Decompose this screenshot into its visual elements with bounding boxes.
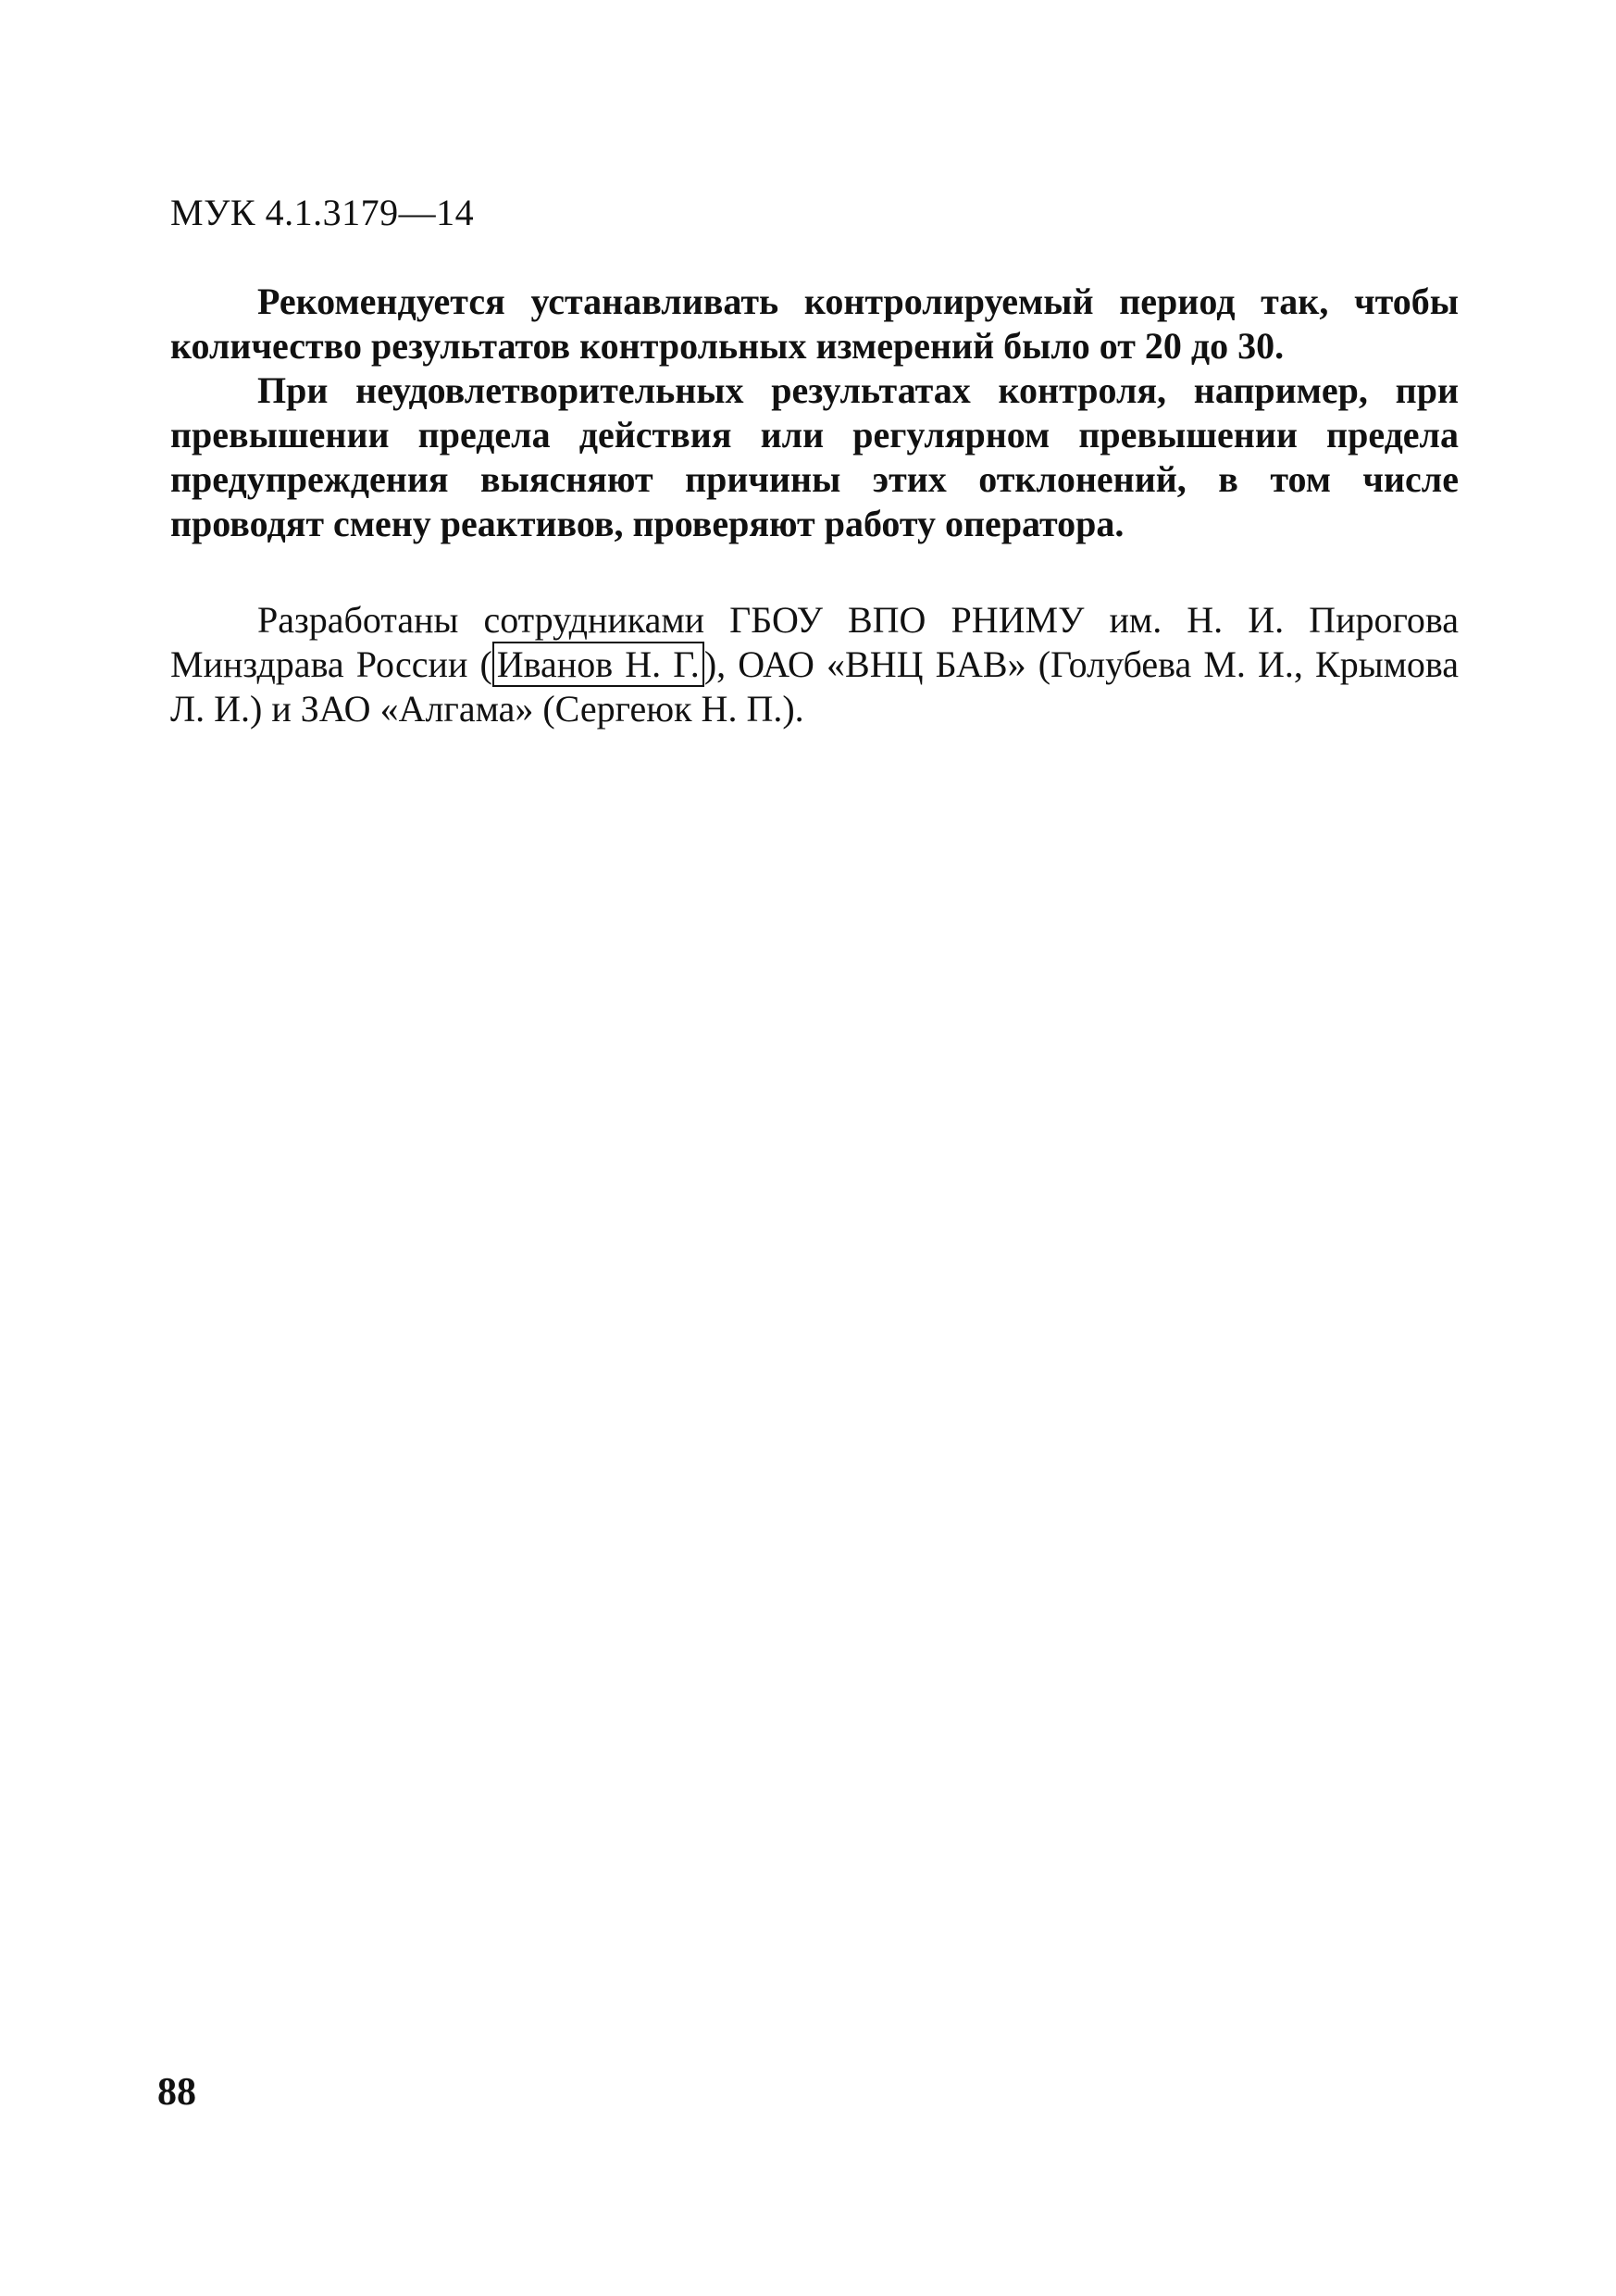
paragraph-control-period: Рекомендуется устанавливать контролируемый период так, чтобы количество результатов контрольных измерений было от 20 до 30. [170, 281, 1459, 367]
boxed-author-name: Иванов Н. Г. [492, 642, 704, 687]
developers-text-before: Разработаны сотрудниками ГБОУ ВПО РНИМУ им. Н. И. Пирогова Минздрава России ( [170, 599, 1459, 685]
page-number: 88 [157, 2071, 196, 2114]
paragraph-unsatisfactory-block [170, 368, 1459, 546]
paragraph-unsatisfactory-results: При неудовлетворительных результатах контроля, например, при превышении предела действия или регулярном превышении предела предупреждения выясняют причины этих отклонений, в том числе проводят смену реактивов, проверяют работу оператора. [170, 369, 1459, 544]
document-code-header: МУК 4.1.3179—14 [170, 192, 475, 233]
developers-text-after: ), ОАО «ВНЦ БАВ» (Голубева М. И., Крымова Л. И.) и ЗАО «Алгама» (Сергеюк Н. П.). [170, 643, 1460, 730]
developers-block [170, 598, 1459, 731]
paragraph-control-period-block [170, 280, 1459, 368]
developers-paragraph [170, 598, 1459, 731]
